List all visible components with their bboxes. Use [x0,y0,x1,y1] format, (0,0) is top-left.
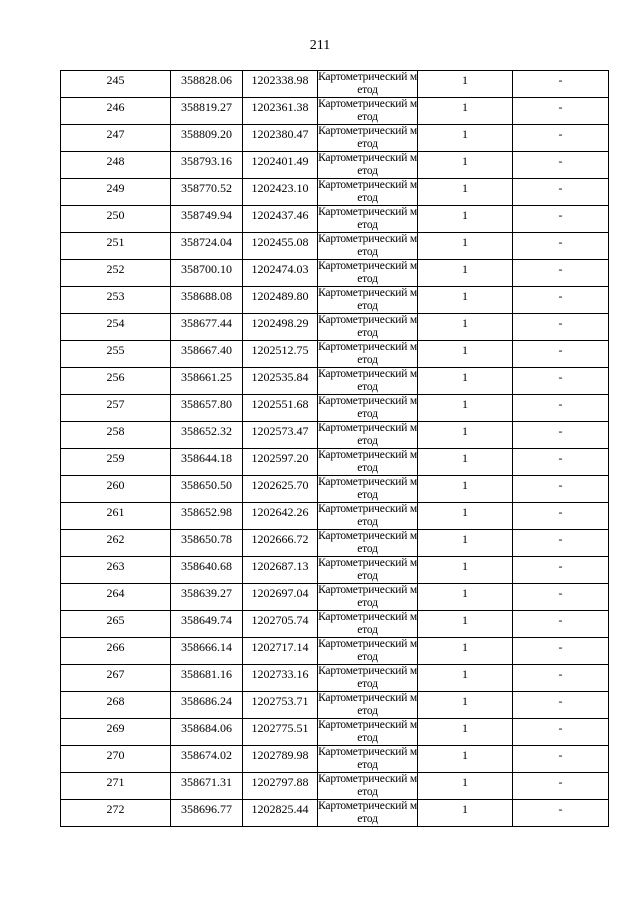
y-coordinate-cell: 1202789.98 [243,746,318,773]
point-number-cell: 266 [61,638,171,665]
table-row [61,233,609,260]
method-cell [318,692,418,719]
method-cell [318,800,418,827]
table-row [61,314,609,341]
note-cell: - [513,341,609,368]
point-number-cell: 254 [61,314,171,341]
y-coordinate-cell: 1202825.44 [243,800,318,827]
method-text: Картометрический метод [318,152,417,177]
y-coordinate-cell: 1202666.72 [243,530,318,557]
x-coordinate-cell: 358809.20 [171,125,243,152]
y-coordinate-cell: 1202642.26 [243,503,318,530]
table-row [61,125,609,152]
method-cell [318,773,418,800]
accuracy-cell: 1 [418,260,513,287]
note-cell: - [513,314,609,341]
point-number-cell: 258 [61,422,171,449]
point-number-cell: 272 [61,800,171,827]
accuracy-cell: 1 [418,557,513,584]
table-row [61,530,609,557]
accuracy-cell: 1 [418,125,513,152]
accuracy-cell: 1 [418,530,513,557]
table-row [61,206,609,233]
x-coordinate-cell: 358686.24 [171,692,243,719]
x-coordinate-cell: 358700.10 [171,260,243,287]
accuracy-cell: 1 [418,584,513,611]
x-coordinate-cell: 358677.44 [171,314,243,341]
accuracy-cell: 1 [418,395,513,422]
method-cell [318,584,418,611]
method-text: Картометрический метод [318,746,417,771]
y-coordinate-cell: 1202474.03 [243,260,318,287]
method-cell [318,395,418,422]
method-cell [318,611,418,638]
x-coordinate-cell: 358684.06 [171,719,243,746]
method-cell [318,530,418,557]
method-text: Картометрический метод [318,287,417,312]
table-row [61,719,609,746]
y-coordinate-cell: 1202597.20 [243,449,318,476]
point-number-cell: 265 [61,611,171,638]
note-cell: - [513,152,609,179]
note-cell: - [513,125,609,152]
method-text: Картометрический метод [318,449,417,474]
point-number-cell: 263 [61,557,171,584]
method-cell [318,449,418,476]
x-coordinate-cell: 358749.94 [171,206,243,233]
accuracy-cell: 1 [418,773,513,800]
table-row [61,422,609,449]
y-coordinate-cell: 1202687.13 [243,557,318,584]
x-coordinate-cell: 358661.25 [171,368,243,395]
method-text: Картометрический метод [318,773,417,798]
point-number-cell: 260 [61,476,171,503]
y-coordinate-cell: 1202753.71 [243,692,318,719]
x-coordinate-cell: 358793.16 [171,152,243,179]
note-cell: - [513,476,609,503]
method-cell [318,260,418,287]
note-cell: - [513,368,609,395]
note-cell: - [513,746,609,773]
table-row [61,746,609,773]
y-coordinate-cell: 1202717.14 [243,638,318,665]
accuracy-cell: 1 [418,611,513,638]
table-row [61,287,609,314]
method-text: Картометрический метод [318,800,417,825]
x-coordinate-cell: 358650.50 [171,476,243,503]
accuracy-cell: 1 [418,206,513,233]
point-number-cell: 268 [61,692,171,719]
accuracy-cell: 1 [418,233,513,260]
accuracy-cell: 1 [418,719,513,746]
note-cell: - [513,557,609,584]
method-cell [318,503,418,530]
y-coordinate-cell: 1202573.47 [243,422,318,449]
y-coordinate-cell: 1202551.68 [243,395,318,422]
y-coordinate-cell: 1202489.80 [243,287,318,314]
x-coordinate-cell: 358681.16 [171,665,243,692]
method-text: Картометрический метод [318,260,417,285]
accuracy-cell: 1 [418,692,513,719]
coordinates-table [60,70,609,827]
method-text: Картометрический метод [318,530,417,555]
x-coordinate-cell: 358652.32 [171,422,243,449]
accuracy-cell: 1 [418,179,513,206]
x-coordinate-cell: 358667.40 [171,341,243,368]
table-row [61,557,609,584]
accuracy-cell: 1 [418,368,513,395]
x-coordinate-cell: 358657.80 [171,395,243,422]
method-text: Картометрический метод [318,71,417,96]
point-number-cell: 246 [61,98,171,125]
point-number-cell: 261 [61,503,171,530]
table-row [61,692,609,719]
note-cell: - [513,584,609,611]
y-coordinate-cell: 1202775.51 [243,719,318,746]
x-coordinate-cell: 358649.74 [171,611,243,638]
accuracy-cell: 1 [418,503,513,530]
accuracy-cell: 1 [418,287,513,314]
note-cell: - [513,611,609,638]
y-coordinate-cell: 1202455.08 [243,233,318,260]
x-coordinate-cell: 358696.77 [171,800,243,827]
method-cell [318,638,418,665]
note-cell: - [513,287,609,314]
method-text: Картометрический метод [318,341,417,366]
note-cell: - [513,719,609,746]
table-row [61,260,609,287]
note-cell: - [513,665,609,692]
x-coordinate-cell: 358644.18 [171,449,243,476]
method-text: Картометрический метод [318,503,417,528]
method-cell [318,287,418,314]
point-number-cell: 257 [61,395,171,422]
method-cell [318,71,418,98]
accuracy-cell: 1 [418,746,513,773]
method-text: Картометрический метод [318,206,417,231]
table-row [61,665,609,692]
method-text: Картометрический метод [318,638,417,663]
method-cell [318,341,418,368]
table-row [61,584,609,611]
point-number-cell: 247 [61,125,171,152]
method-cell [318,314,418,341]
x-coordinate-cell: 358666.14 [171,638,243,665]
point-number-cell: 267 [61,665,171,692]
table-row [61,449,609,476]
point-number-cell: 264 [61,584,171,611]
x-coordinate-cell: 358819.27 [171,98,243,125]
x-coordinate-cell: 358652.98 [171,503,243,530]
method-text: Картометрический метод [318,719,417,744]
method-text: Картометрический метод [318,233,417,258]
x-coordinate-cell: 358724.04 [171,233,243,260]
accuracy-cell: 1 [418,422,513,449]
method-cell [318,665,418,692]
accuracy-cell: 1 [418,71,513,98]
method-text: Картометрический метод [318,368,417,393]
method-cell [318,179,418,206]
point-number-cell: 255 [61,341,171,368]
note-cell: - [513,98,609,125]
x-coordinate-cell: 358639.27 [171,584,243,611]
x-coordinate-cell: 358688.08 [171,287,243,314]
x-coordinate-cell: 358828.06 [171,71,243,98]
point-number-cell: 269 [61,719,171,746]
page-number: 211 [309,38,331,53]
method-text: Картометрический метод [318,179,417,204]
method-text: Картометрический метод [318,395,417,420]
accuracy-cell: 1 [418,314,513,341]
note-cell: - [513,800,609,827]
table-row [61,773,609,800]
note-cell: - [513,233,609,260]
method-text: Картометрический метод [318,557,417,582]
accuracy-cell: 1 [418,341,513,368]
y-coordinate-cell: 1202338.98 [243,71,318,98]
method-cell [318,476,418,503]
point-number-cell: 262 [61,530,171,557]
y-coordinate-cell: 1202797.88 [243,773,318,800]
point-number-cell: 251 [61,233,171,260]
point-number-cell: 259 [61,449,171,476]
y-coordinate-cell: 1202437.46 [243,206,318,233]
method-cell [318,152,418,179]
note-cell: - [513,71,609,98]
y-coordinate-cell: 1202705.74 [243,611,318,638]
note-cell: - [513,692,609,719]
y-coordinate-cell: 1202697.04 [243,584,318,611]
point-number-cell: 248 [61,152,171,179]
method-cell [318,557,418,584]
table-row [61,98,609,125]
y-coordinate-cell: 1202625.70 [243,476,318,503]
method-cell [318,746,418,773]
x-coordinate-cell: 358674.02 [171,746,243,773]
y-coordinate-cell: 1202423.10 [243,179,318,206]
table-row [61,800,609,827]
method-text: Картометрический метод [318,422,417,447]
point-number-cell: 245 [61,71,171,98]
method-text: Картометрический метод [318,665,417,690]
table-row [61,341,609,368]
method-text: Картометрический метод [318,98,417,123]
method-text: Картометрический метод [318,611,417,636]
method-cell [318,719,418,746]
point-number-cell: 253 [61,287,171,314]
note-cell: - [513,260,609,287]
x-coordinate-cell: 358671.31 [171,773,243,800]
method-text: Картометрический метод [318,314,417,339]
note-cell: - [513,422,609,449]
method-cell [318,368,418,395]
x-coordinate-cell: 358650.78 [171,530,243,557]
accuracy-cell: 1 [418,800,513,827]
table-row [61,368,609,395]
table-row [61,71,609,98]
method-text: Картометрический метод [318,584,417,609]
coordinates-table-body [61,71,609,827]
y-coordinate-cell: 1202401.49 [243,152,318,179]
point-number-cell: 252 [61,260,171,287]
point-number-cell: 271 [61,773,171,800]
table-row [61,476,609,503]
y-coordinate-cell: 1202512.75 [243,341,318,368]
accuracy-cell: 1 [418,449,513,476]
note-cell: - [513,773,609,800]
accuracy-cell: 1 [418,98,513,125]
note-cell: - [513,503,609,530]
accuracy-cell: 1 [418,152,513,179]
point-number-cell: 249 [61,179,171,206]
method-text: Картометрический метод [318,125,417,150]
method-cell [318,233,418,260]
point-number-cell: 270 [61,746,171,773]
method-text: Картометрический метод [318,692,417,717]
y-coordinate-cell: 1202361.38 [243,98,318,125]
table-row [61,638,609,665]
table-row [61,503,609,530]
note-cell: - [513,206,609,233]
method-cell [318,206,418,233]
table-row [61,611,609,638]
table-row [61,395,609,422]
accuracy-cell: 1 [418,638,513,665]
method-cell [318,98,418,125]
note-cell: - [513,530,609,557]
method-cell [318,422,418,449]
y-coordinate-cell: 1202498.29 [243,314,318,341]
note-cell: - [513,449,609,476]
note-cell: - [513,638,609,665]
x-coordinate-cell: 358640.68 [171,557,243,584]
method-cell [318,125,418,152]
y-coordinate-cell: 1202733.16 [243,665,318,692]
note-cell: - [513,179,609,206]
note-cell: - [513,395,609,422]
table-row [61,152,609,179]
point-number-cell: 256 [61,368,171,395]
table-row [61,179,609,206]
x-coordinate-cell: 358770.52 [171,179,243,206]
accuracy-cell: 1 [418,476,513,503]
y-coordinate-cell: 1202380.47 [243,125,318,152]
y-coordinate-cell: 1202535.84 [243,368,318,395]
accuracy-cell: 1 [418,665,513,692]
method-text: Картометрический метод [318,476,417,501]
point-number-cell: 250 [61,206,171,233]
